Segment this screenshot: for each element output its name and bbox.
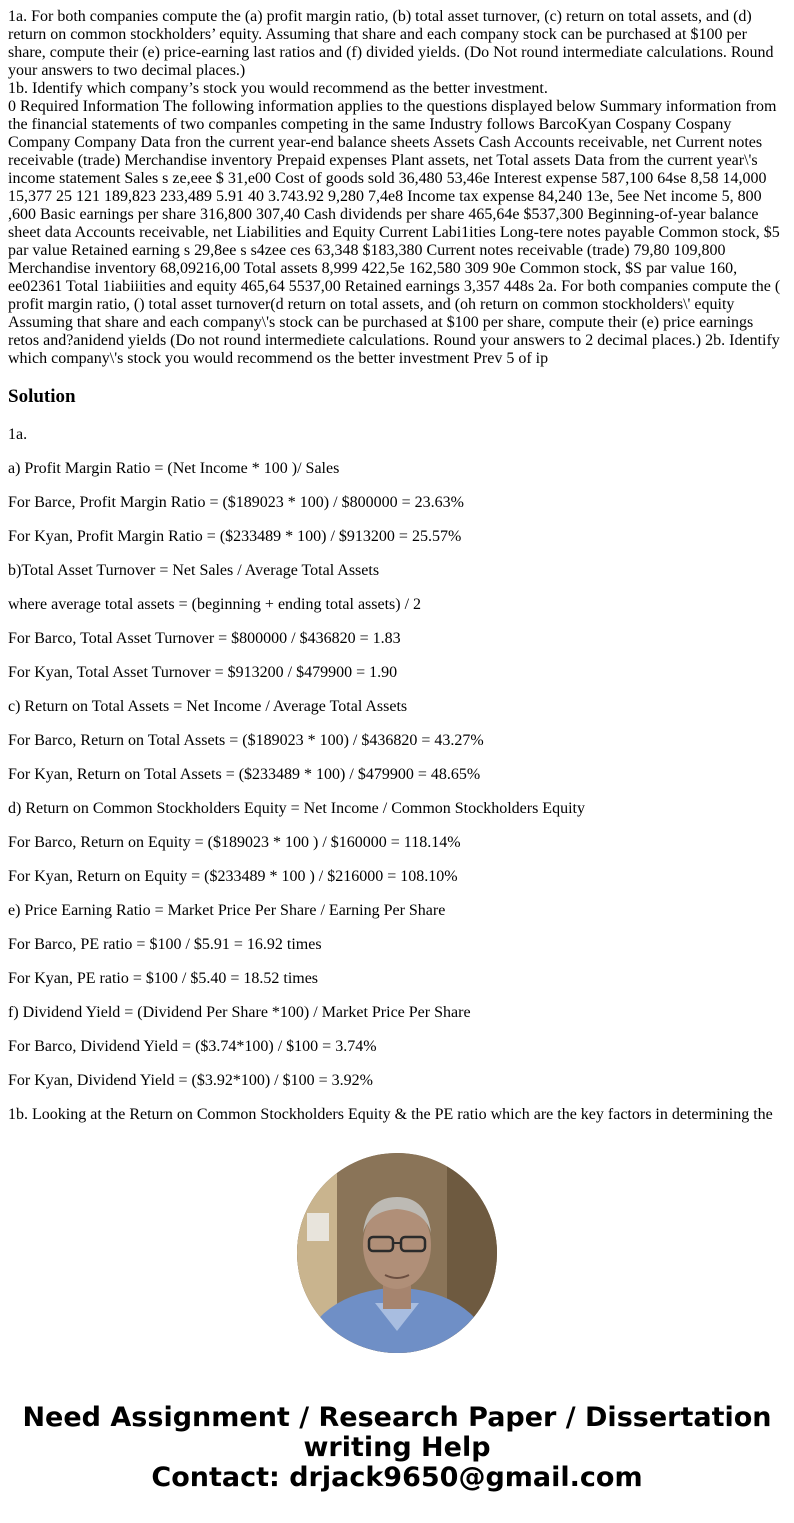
solution-paragraph: For Kyan, Dividend Yield = ($3.92*100) / $100 = 3.92% bbox=[8, 1072, 373, 1089]
solution-paragraph: For Kyan, Return on Total Assets = ($233489 * 100) / $479900 = 48.65% bbox=[8, 766, 481, 783]
solution-paragraph: For Barco, Return on Equity = ($189023 * 100 ) / $160000 = 118.14% bbox=[8, 834, 461, 851]
solution-paragraph: For Kyan, Total Asset Turnover = $913200 / $479900 = 1.90 bbox=[8, 664, 398, 681]
solution-paragraph: 1a. bbox=[8, 426, 28, 443]
solution-paragraph: For Barco, PE ratio = $100 / $5.91 = 16.92 times bbox=[8, 936, 322, 953]
ad-headline: Need Assignment / Research Paper / Dissertation writing Help bbox=[22, 1402, 772, 1463]
solution-paragraph: c) Return on Total Assets = Net Income / Average Total Assets bbox=[8, 698, 408, 715]
solution-paragraph: 1b. Looking at the Return on Common Stockholders Equity & the PE ratio which are the key factors in determining the bbox=[8, 1106, 773, 1123]
ad-contact: Contact: drjack9650@gmail.com bbox=[151, 1462, 643, 1493]
solution-paragraph: For Barce, Profit Margin Ratio = ($189023 * 100) / $800000 = 23.63% bbox=[8, 494, 464, 511]
solution-paragraph: For Kyan, Profit Margin Ratio = ($233489 * 100) / $913200 = 25.57% bbox=[8, 528, 462, 545]
solution-paragraph: where average total assets = (beginning + ending total assets) / 2 bbox=[8, 596, 422, 613]
solution-paragraph: a) Profit Margin Ratio = (Net Income * 100 )/ Sales bbox=[8, 460, 340, 477]
solution-paragraph: For Barco, Dividend Yield = ($3.74*100) / $100 = 3.74% bbox=[8, 1038, 377, 1055]
author-portrait-icon bbox=[297, 1153, 497, 1353]
solution-paragraph: f) Dividend Yield = (Dividend Per Share *100) / Market Price Per Share bbox=[8, 1004, 471, 1021]
solution-paragraph: e) Price Earning Ratio = Market Price Per Share / Earning Per Share bbox=[8, 902, 446, 919]
solution-paragraph: For Barco, Total Asset Turnover = $800000 / $436820 = 1.83 bbox=[8, 630, 401, 647]
solution-body bbox=[8, 426, 786, 1123]
question-text: 1a. For both companies compute the (a) profit margin ratio, (b) total asset turnover, (c) return on total assets, and (d) return on common stockholders’ equity. Assuming that share and each company stock can be purchased at $100 per share, compute their (e) price-earning last ratios and (f) divided yields. (Do Not round intermediate calculations. Round your answers to two decimal places.) 1b. Identify which company’s stock you would recommend as the better investment. 0 Required Information The following information applies to the questions displayed below Summary information from the financial statements of two companles competing in the same Industry follows BarcoKyan Cospany Cospany Company Company Data fron the current year-end balance sheets Assets Cash Accounts receivable, net Current notes receivable (trade) Merchandise inventory Prepaid expenses Plant assets, net Total assets Data from the current year\'s income statement Sales s ze,eee $ 31,e00 Cost of goods sold 36,480 53,46e Interest expense 587,100 64se 8,58 14,000 15,377 25 121 189,823 233,489 5.91 40 3.743.92 9,280 7,4e8 Income tax expense 84,240 13e, 5ee Net income 5, 800 ,600 Basic earnings per share 316,800 307,40 Cash dividends per share 465,64e $537,300 Beginning-of-year balance sheet data Accounts receivable, net Liabilities and Equity Current Labi1ities Long-tere notes payable Common stock, $5 par value Retained earning s 29,8ee s s4zee ces 63,348 $183,380 Current notes receivable (trade) 79,80 109,800 Merchandise inventory 68,09216,00 Total assets 8,999 422,5e 162,580 309 90e Common stock, $S par value 160, ee02361 Total 1iabiiities and equity 465,64 5537,00 Retained earnings 3,357 448s 2a. For both companies compute the ( profit margin ratio, () total asset turnover(d return on total assets, and (oh return on common stockholders\' equity Assuming that share and each company\'s stock can be purchased at $100 per share, compute their (e) price earnings retos and?anidend yields (Do not round intermediete calculations. Round your answers to 2 decimal places.) 2b. Identify which company\'s stock you would recommend os the better investment Prev 5 of ip bbox=[8, 8, 781, 367]
solution-paragraph: d) Return on Common Stockholders Equity = Net Income / Common Stockholders Equity bbox=[8, 800, 585, 817]
ad-banner bbox=[0, 1403, 794, 1493]
solution-paragraph: For Barco, Return on Total Assets = ($189023 * 100) / $436820 = 43.27% bbox=[8, 732, 484, 749]
solution-paragraph: For Kyan, PE ratio = $100 / $5.40 = 18.52 times bbox=[8, 970, 319, 987]
solution-heading: Solution bbox=[8, 386, 76, 407]
solution-paragraph: For Kyan, Return on Equity = ($233489 * 100 ) / $216000 = 108.10% bbox=[8, 868, 458, 885]
author-avatar bbox=[297, 1153, 497, 1353]
solution-paragraph: b)Total Asset Turnover = Net Sales / Average Total Assets bbox=[8, 562, 380, 579]
